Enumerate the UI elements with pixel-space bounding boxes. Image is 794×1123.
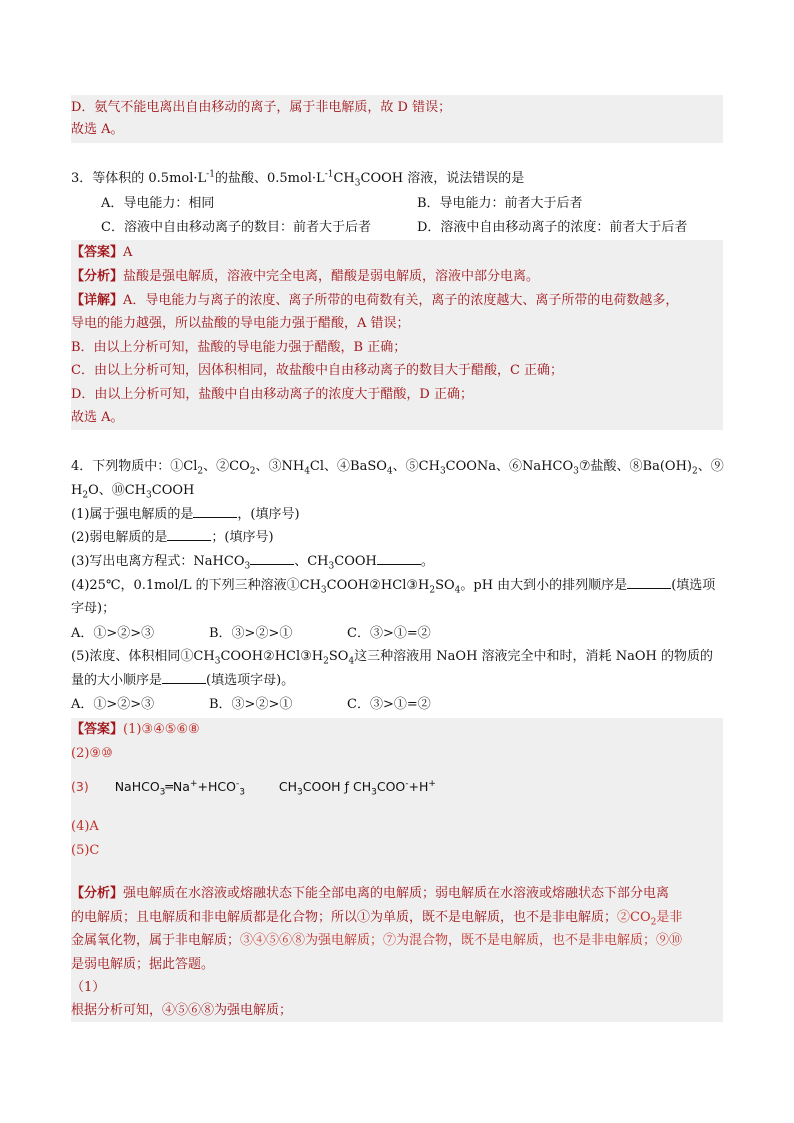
prev-conclusion: 故选 A。 (71, 122, 124, 137)
answer-blank (627, 576, 671, 589)
question-4-part-1: (1)属于强电解质的是 ，(填序号) (71, 507, 300, 522)
question-3-option-d: D．溶液中自由移动离子的浓度：前者大于后者 (417, 220, 688, 235)
question-3-option-b: B．导电能力：前者大于后者 (417, 196, 583, 211)
equation-nahco3: $NaHCO_3═Na^++HCO^-_3$ (114, 778, 245, 798)
question-4-answer-2: (2)⑨⑩ (71, 746, 113, 761)
question-4-part-5-option-b: B．③>②>① (209, 697, 293, 712)
question-4-analysis-1: 【分析】强电解质在水溶液或熔融状态下能全部电离的电解质；弱电解质在水溶液或熔融状态下部分电离 (71, 886, 670, 901)
question-4-part-4-option-a: A．①>②>③ (71, 626, 155, 641)
answer-blank (377, 552, 421, 565)
question-4-part-4-line-1: (4)25℃，0.1mol/L 的下列三种溶液$①CH_3COOH②HCl③H_2SO_4$。pH 由大到小的排列顺序是 (填选项 (71, 578, 716, 596)
question-4-part-2: (2)弱电解质的是 ；(填序号) (71, 530, 274, 545)
question-4-answer-3: (3) $NaHCO_3═Na^++HCO^-_3$ $CH_3COOH$ ƒ $CH_3COO^-+H^+$ (71, 778, 436, 798)
question-4-part-5-option-c: C．③>①=② (347, 697, 431, 712)
question-4-part-4-option-b: B．③>②>① (209, 626, 293, 641)
prev-answer-block (71, 95, 723, 143)
question-3-detail-4: C．由以上分析可知，因体积相同，故盐酸中自由移动离子的数目大于醋酸，C 正确； (71, 363, 564, 378)
question-4-part-4-option-c: C．③>①=② (347, 626, 431, 641)
question-3-detail-3: B．由以上分析可知，盐酸的导电能力强于醋酸，B 正确； (71, 340, 407, 355)
question-4-part-5-line-2: 量的大小顺序是 (填选项字母)。 (71, 673, 295, 688)
question-4-part-3: (3)写出电离方程式：NaHCO$_3$ 、$CH_3COOH$ 。 (71, 554, 434, 572)
question-4-answer-5: (5)C (71, 843, 100, 858)
question-3 (71, 168, 723, 240)
answer-blank (250, 552, 294, 565)
question-3-conclusion: 故选 A。 (71, 410, 124, 425)
question-3-option-c: C．溶液中自由移动离子的数目：前者大于后者 (101, 220, 371, 235)
question-4-stem-line-2: $H_2O$、$⑩CH_3COOH$ (71, 483, 195, 501)
question-3-detail-2: 导电的能力越强，所以盐酸的导电能力强于醋酸，A 错误； (71, 316, 410, 331)
prev-option-d-line: D．氨气不能电离出自由移动的离子，属于非电解质，故 D 错误； (71, 100, 452, 115)
equation-ch3cooh: $CH_3COOH$ ƒ $CH_3COO^-+H^+$ (278, 778, 436, 798)
question-4-answer-1: 【答案】(1)③④⑤⑥⑧ (71, 722, 200, 737)
answer-blank (162, 671, 206, 684)
answer-blank (167, 528, 211, 541)
question-4-part-5-option-a: A．①>②>③ (71, 697, 155, 712)
question-4-analysis-4: 是弱电解质；据此答题。 (71, 957, 215, 972)
reversible-arrow-icon: ƒ (344, 779, 349, 794)
question-3-detail-5: D．由以上分析可知，盐酸中自由移动离子的浓度大于醋酸，D 正确； (71, 387, 473, 402)
question-4-solution (71, 718, 723, 1022)
question-3-answer: 【答案】A (71, 245, 133, 260)
question-4-subpart-1-text: 根据分析可知，④⑤⑥⑧为强电解质； (71, 1003, 293, 1018)
question-4-subpart-1-heading: （1） (71, 980, 106, 995)
question-4-stem-line-1: 4．下列物质中：$①Cl_2$、$②CO_2$、$③NH_4Cl$、④BaSO$_4$、$⑤CH_3COONa$、⑥NaHCO$_3$⑦盐酸、$⑧Ba(OH)_2$、⑨ (71, 459, 724, 477)
question-4 (71, 456, 723, 718)
question-3-detail-1: 【详解】A．导电能力与离子的浓度、离子所带的电荷数有关，离子的浓度越大、离子所带的电荷数越多， (71, 293, 679, 308)
question-4-analysis-3: 金属氧化物，属于非电解质；③④⑤⑥⑧为强电解质；⑦为混合物，既不是电解质，也不是非电解质；⑨⑩ (71, 933, 683, 948)
question-4-part-4-line-2: 字母)； (71, 601, 116, 616)
question-3-stem: 3．等体积的 $0.5mol\cdot L^{-1}$的盐酸、$0.5mol\cdot L^{-1}CH_3COOH$ 溶液，说法错误的是 (71, 169, 525, 189)
question-3-option-a: A．导电能力：相同 (101, 196, 215, 211)
question-4-answer-4: (4)A (71, 819, 99, 834)
question-4-part-5-line-1: (5)浓度、体积相同$①CH_3COOH②HCl③H_2SO_4$这三种溶液用 NaOH 溶液完全中和时，消耗 NaOH 的物质的 (71, 649, 713, 667)
answer-blank (193, 505, 237, 518)
question-3-analysis: 【分析】盐酸是强电解质，溶液中完全电离，醋酸是弱电解质，溶液中部分电离。 (71, 269, 540, 284)
question-4-analysis-2: 的电解质；且电解质和非电解质都是化合物；所以①为单质，既不是电解质，也不是非电解质；$②CO_2$是非 (71, 910, 683, 928)
question-3-solution (71, 240, 723, 430)
